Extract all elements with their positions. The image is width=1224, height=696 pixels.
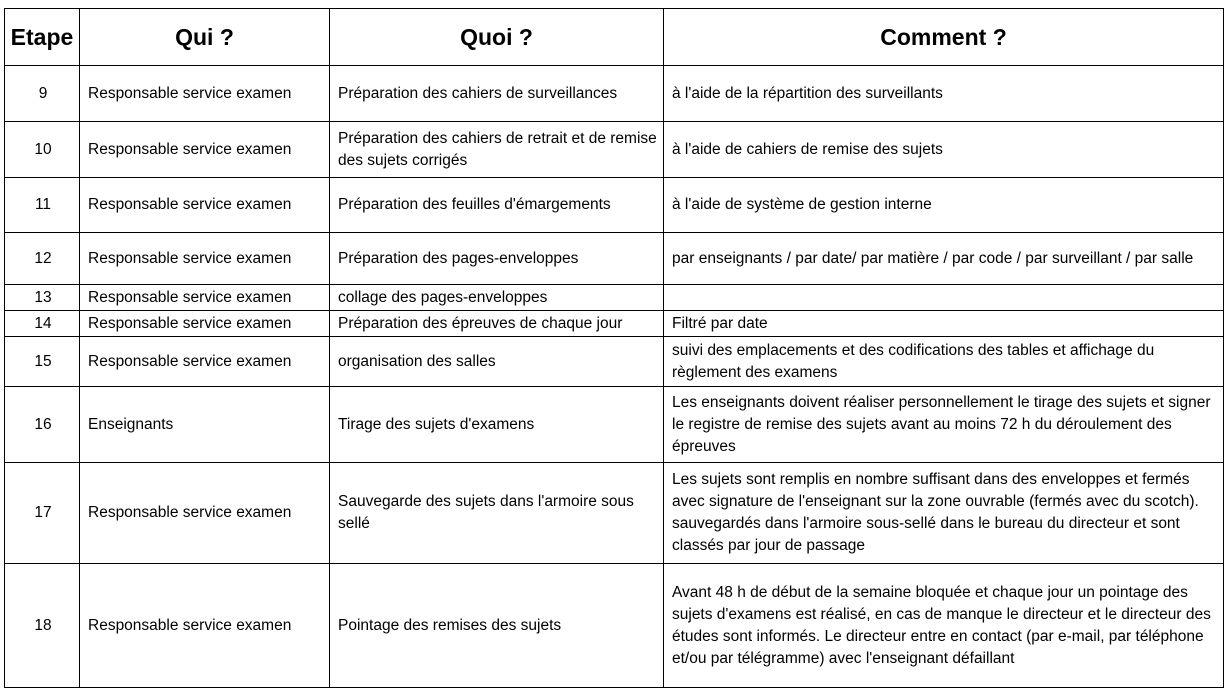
who-cell: Enseignants [80,387,330,463]
who-cell: Responsable service examen [80,66,330,122]
how-cell: à l'aide de cahiers de remise des sujets [664,122,1224,178]
table-row [5,122,1224,178]
who-cell: Responsable service examen [80,311,330,337]
header-comment: Comment ? [664,9,1224,66]
step-cell: 11 [5,178,80,233]
table-row [5,463,1224,564]
how-cell: à l'aide de la répartition des surveillants [664,66,1224,122]
who-cell: Responsable service examen [80,564,330,688]
table-row [5,387,1224,463]
what-cell: Pointage des remises des sujets [330,564,664,688]
step-cell: 15 [5,337,80,387]
step-cell: 14 [5,311,80,337]
step-cell: 12 [5,233,80,285]
table-row [5,178,1224,233]
header-qui: Qui ? [80,9,330,66]
step-cell: 16 [5,387,80,463]
how-cell: Avant 48 h de début de la semaine bloquée et chaque jour un pointage des sujets d'examens est réalisé, en cas de manque le directeur et le directeur des études sont informés. Le directeur entre en contact (par e-mail, par téléphone et/ou par télégramme) avec l'enseignant défaillant [664,564,1224,688]
step-cell: 17 [5,463,80,564]
what-cell: Préparation des cahiers de retrait et de remise des sujets corrigés [330,122,664,178]
procedure-table [4,8,1224,688]
step-cell: 10 [5,122,80,178]
table-row [5,66,1224,122]
step-cell: 18 [5,564,80,688]
table-row [5,233,1224,285]
how-cell: Filtré par date [664,311,1224,337]
who-cell: Responsable service examen [80,337,330,387]
what-cell: Préparation des feuilles d'émargements [330,178,664,233]
who-cell: Responsable service examen [80,463,330,564]
what-cell: Préparation des cahiers de surveillances [330,66,664,122]
step-cell: 9 [5,66,80,122]
what-cell: Préparation des pages-enveloppes [330,233,664,285]
what-cell: Préparation des épreuves de chaque jour [330,311,664,337]
header-quoi: Quoi ? [330,9,664,66]
table-row [5,285,1224,311]
table-row [5,337,1224,387]
who-cell: Responsable service examen [80,285,330,311]
table-row [5,311,1224,337]
header-row [5,9,1224,66]
how-cell: Les enseignants doivent réaliser personnellement le tirage des sujets et signer le registre de remise des sujets avant au moins 72 h du déroulement des épreuves [664,387,1224,463]
what-cell: Sauvegarde des sujets dans l'armoire sous sellé [330,463,664,564]
what-cell: Tirage des sujets d'examens [330,387,664,463]
what-cell: organisation des salles [330,337,664,387]
how-cell: à l'aide de système de gestion interne [664,178,1224,233]
table-row [5,564,1224,688]
step-cell: 13 [5,285,80,311]
who-cell: Responsable service examen [80,233,330,285]
how-cell [664,285,1224,311]
how-cell: par enseignants / par date/ par matière / par code / par surveillant / par salle [664,233,1224,285]
what-cell: collage des pages-enveloppes [330,285,664,311]
who-cell: Responsable service examen [80,178,330,233]
how-cell: suivi des emplacements et des codifications des tables et affichage du règlement des examens [664,337,1224,387]
who-cell: Responsable service examen [80,122,330,178]
header-etape: Etape [5,9,80,66]
how-cell: Les sujets sont remplis en nombre suffisant dans des enveloppes et fermés avec signature de l'enseignant sur la zone ouvrable (fermés avec du scotch). sauvegardés dans l'armoire sous-sellé dans le bureau du directeur et sont classés par jour de passage [664,463,1224,564]
